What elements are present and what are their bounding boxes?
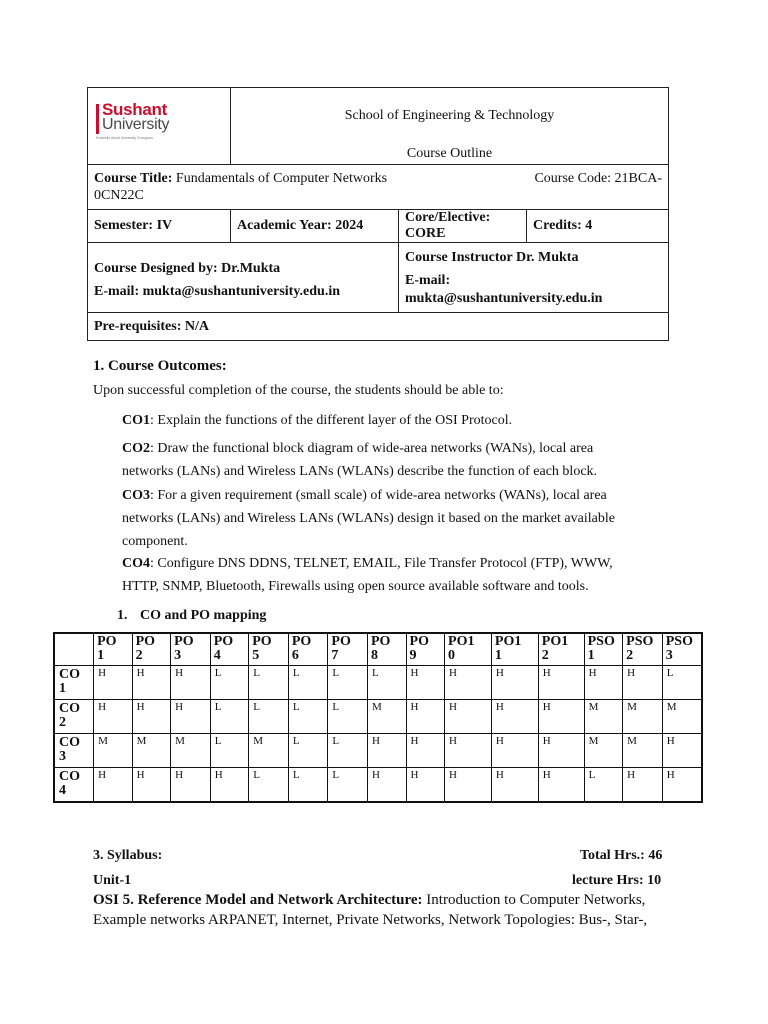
core-elective: Core/Elective: CORE <box>399 210 527 243</box>
instructor: Course Instructor Dr. Mukta <box>405 250 579 265</box>
mapping-cell: H <box>210 768 249 803</box>
credits: Credits: 4 <box>527 210 669 243</box>
mapping-column-header: PO 6 <box>288 633 328 666</box>
mapping-cell: H <box>94 700 133 734</box>
mapping-row-label: CO 4 <box>54 768 94 803</box>
mapping-cell: H <box>132 768 171 803</box>
mapping-cell: H <box>538 734 584 768</box>
course-code-cont: 0CN22C <box>94 188 144 203</box>
mapping-cell: M <box>94 734 133 768</box>
mapping-cell: L <box>367 666 406 700</box>
mapping-cell: M <box>249 734 289 768</box>
mapping-cell: H <box>171 666 211 700</box>
mapping-cell: L <box>288 734 328 768</box>
designed-by-cell <box>88 243 399 313</box>
instructor-email: mukta@sushantuniversity.edu.in <box>405 291 603 306</box>
mapping-cell: H <box>367 734 406 768</box>
semester: Semester: IV <box>88 210 231 243</box>
syllabus-heading: 3. Syllabus: <box>93 848 163 863</box>
mapping-row-label: CO 1 <box>54 666 94 700</box>
unit1-topic: OSI 5. Reference Model and Network Architecture: Introduction to Computer Networks, <box>93 892 646 908</box>
mapping-cell: H <box>406 666 445 700</box>
mapping-cell: L <box>249 666 289 700</box>
mapping-cell: M <box>367 700 406 734</box>
mapping-cell: H <box>491 734 538 768</box>
mapping-corner-cell <box>54 633 94 666</box>
academic-year: Academic Year: 2024 <box>231 210 399 243</box>
mapping-cell: H <box>406 700 445 734</box>
logo-university: University <box>102 116 170 133</box>
unit-label: Unit-1 <box>93 873 132 888</box>
mapping-cell: L <box>210 734 249 768</box>
mapping-column-header: PO 8 <box>367 633 406 666</box>
mapping-cell: H <box>406 734 445 768</box>
mapping-column-header: PO1 1 <box>491 633 538 666</box>
mapping-cell: H <box>662 734 702 768</box>
instructor-email-label: E-mail: <box>405 273 451 288</box>
mapping-cell: H <box>171 700 211 734</box>
mapping-cell: L <box>328 768 368 803</box>
mapping-row <box>54 768 702 803</box>
mapping-cell: H <box>132 666 171 700</box>
mapping-cell: H <box>491 700 538 734</box>
mapping-row <box>54 666 702 700</box>
mapping-cell: H <box>445 768 492 803</box>
school-cell <box>231 88 669 165</box>
mapping-cell: H <box>623 768 663 803</box>
logo-brand: Sushant <box>102 100 167 119</box>
mapping-column-header: PO1 0 <box>445 633 492 666</box>
mapping-cell: L <box>328 666 368 700</box>
co4-text-cont: HTTP, SNMP, Bluetooth, Firewalls using open source available software and tools. <box>122 579 589 594</box>
mapping-cell: H <box>171 768 211 803</box>
mapping-cell: H <box>623 666 663 700</box>
school-name: School of Engineering & Technology <box>344 108 555 123</box>
mapping-cell: L <box>288 700 328 734</box>
university-logo <box>88 88 230 164</box>
lecture-hours: lecture Hrs: 10 <box>572 873 662 888</box>
mapping-column-header: PO 9 <box>406 633 445 666</box>
mapping-heading-number: 1. <box>117 608 128 623</box>
course-code: Course Code: 21BCA- <box>534 171 662 186</box>
mapping-cell: H <box>538 666 584 700</box>
unit1-topic-cont: Example networks ARPANET, Internet, Private Networks, Network Topologies: Bus-, Star-, <box>93 912 648 928</box>
mapping-row-label: CO 2 <box>54 700 94 734</box>
mapping-row <box>54 734 702 768</box>
mapping-cell: L <box>288 768 328 803</box>
mapping-cell: H <box>367 768 406 803</box>
designed-email: E-mail: mukta@sushantuniversity.edu.in <box>94 284 341 299</box>
mapping-row-label: CO 3 <box>54 734 94 768</box>
mapping-cell: H <box>491 666 538 700</box>
mapping-cell: M <box>171 734 211 768</box>
mapping-cell: L <box>288 666 328 700</box>
mapping-cell: M <box>623 700 663 734</box>
mapping-cell: H <box>94 768 133 803</box>
mapping-column-header: PO 2 <box>132 633 171 666</box>
course-title-label: Course Title: <box>94 171 173 186</box>
co-po-mapping-table <box>53 632 703 803</box>
mapping-heading: CO and PO mapping <box>140 608 267 623</box>
mapping-column-header: PO 5 <box>249 633 289 666</box>
mapping-cell: L <box>249 768 289 803</box>
mapping-cell: M <box>132 734 171 768</box>
mapping-column-header: PSO 3 <box>662 633 702 666</box>
outcomes-heading: 1. Course Outcomes: <box>93 358 227 374</box>
mapping-cell: H <box>445 666 492 700</box>
logo-cell <box>88 88 231 165</box>
co2-text: CO2: Draw the functional block diagram of wide-area networks (WANs), local area <box>122 441 594 456</box>
total-hours: Total Hrs.: 46 <box>580 848 663 863</box>
mapping-cell: L <box>328 734 368 768</box>
mapping-cell: H <box>538 768 584 803</box>
co3-text-cont2: component. <box>122 534 188 549</box>
co1-text: CO1: Explain the functions of the different layer of the OSI Protocol. <box>122 413 513 428</box>
outline-title: Course Outline <box>406 146 493 161</box>
mapping-column-header: PO1 2 <box>538 633 584 666</box>
mapping-cell: H <box>132 700 171 734</box>
co2-text-cont: networks (LANs) and Wireless LANs (WLANs) describe the function of each block. <box>122 464 598 479</box>
mapping-column-header: PO 1 <box>94 633 133 666</box>
mapping-cell: H <box>491 768 538 803</box>
mapping-cell: H <box>584 666 623 700</box>
co3-text: CO3: For a given requirement (small scale) of wide-area networks (WANs), local area <box>122 488 607 503</box>
co3-text-cont: networks (LANs) and Wireless LANs (WLANs) design it based on the market available <box>122 511 615 526</box>
mapping-cell: L <box>210 700 249 734</box>
course-title-cell <box>88 165 669 210</box>
instructor-cell <box>399 243 669 313</box>
mapping-column-header: PO 7 <box>328 633 368 666</box>
mapping-cell: H <box>94 666 133 700</box>
mapping-cell: L <box>662 666 702 700</box>
mapping-cell: H <box>445 734 492 768</box>
course-header-table <box>87 87 669 341</box>
mapping-cell: H <box>445 700 492 734</box>
course-title: Fundamentals of Computer Networks <box>175 171 388 186</box>
mapping-cell: L <box>249 700 289 734</box>
mapping-cell: M <box>584 700 623 734</box>
mapping-cell: H <box>406 768 445 803</box>
mapping-cell: L <box>584 768 623 803</box>
mapping-column-header: PSO 1 <box>584 633 623 666</box>
mapping-column-header: PSO 2 <box>623 633 663 666</box>
mapping-column-header: PO 3 <box>171 633 211 666</box>
mapping-row <box>54 700 702 734</box>
mapping-cell: H <box>662 768 702 803</box>
co4-text: CO4: Configure DNS DDNS, TELNET, EMAIL, File Transfer Protocol (FTP), WWW, <box>122 556 613 571</box>
prerequisites: Pre-requisites: N/A <box>88 313 669 341</box>
logo-tagline: Erstwhile Ansal University Gurugram <box>96 136 153 140</box>
designed-by: Course Designed by: Dr.Mukta <box>94 261 281 276</box>
outcomes-intro: Upon successful completion of the course, the students should be able to: <box>93 383 504 398</box>
mapping-cell: M <box>662 700 702 734</box>
mapping-cell: L <box>328 700 368 734</box>
mapping-column-header: PO 4 <box>210 633 249 666</box>
mapping-cell: M <box>584 734 623 768</box>
mapping-cell: M <box>623 734 663 768</box>
mapping-cell: L <box>210 666 249 700</box>
mapping-cell: H <box>538 700 584 734</box>
